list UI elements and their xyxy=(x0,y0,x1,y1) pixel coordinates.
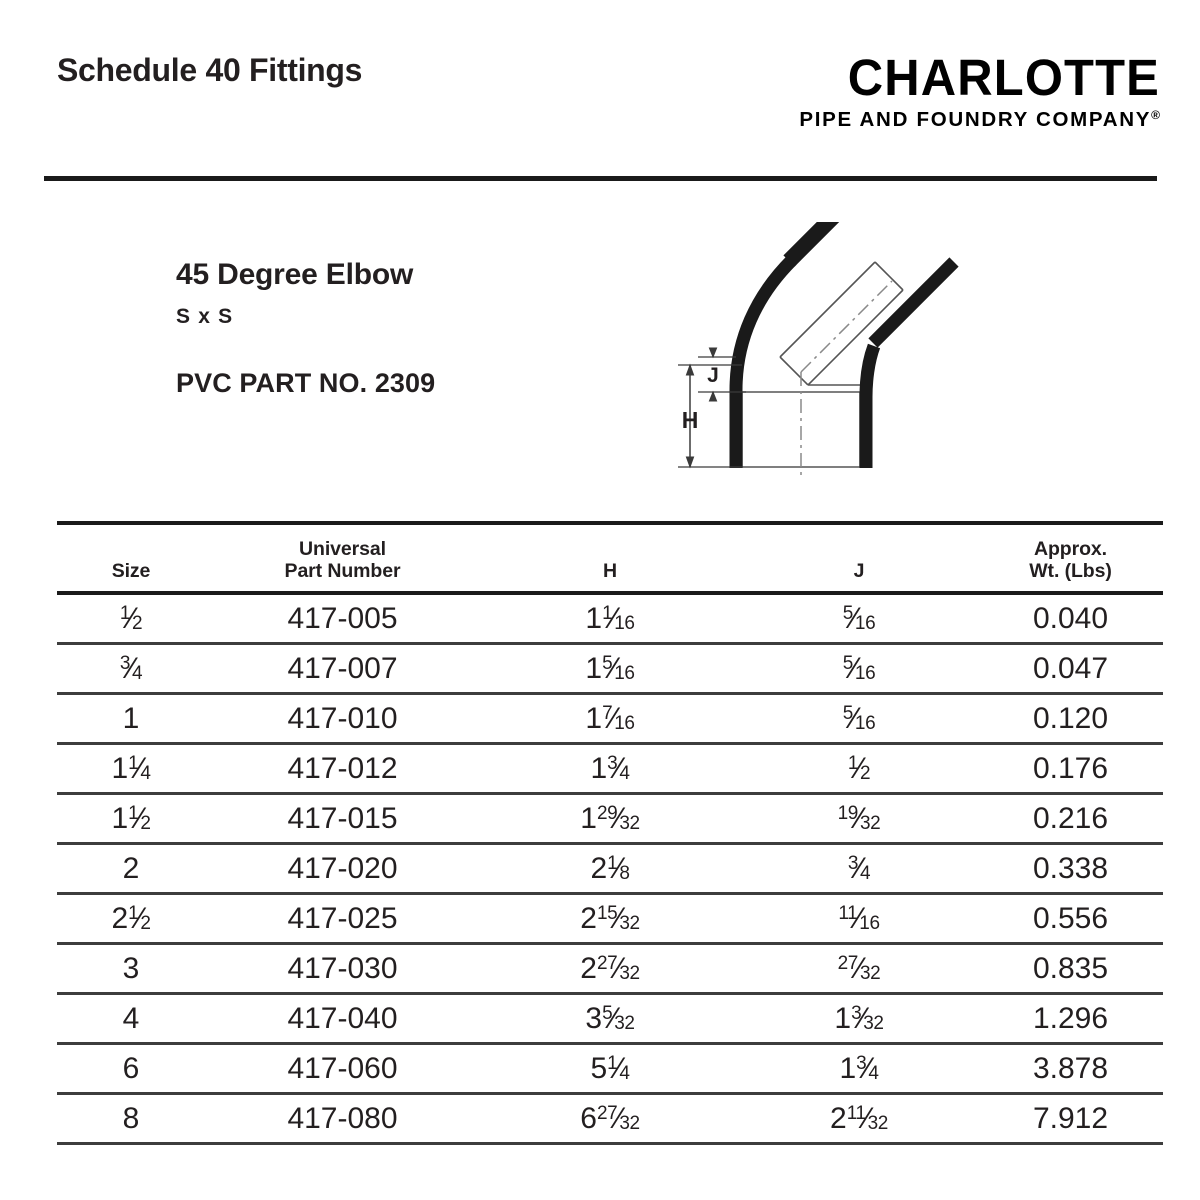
part-number-cell: 417-025 xyxy=(205,894,480,944)
product-connection-type: S x S xyxy=(176,305,234,328)
table-row xyxy=(57,1044,1163,1094)
part-number-cell: 417-005 xyxy=(205,593,480,644)
product-info-block xyxy=(176,258,596,399)
brand-tagline-text: PIPE AND FOUNDRY COMPANY xyxy=(799,107,1152,131)
page-title: Schedule 40 Fittings xyxy=(57,52,363,88)
part-number-cell: 417-030 xyxy=(205,944,480,994)
j-dimension-cell: $^5$⁄16 xyxy=(740,694,978,744)
table-body xyxy=(57,593,1163,1144)
size-cell: 2 xyxy=(57,844,205,894)
size-cell: $1^1⁄4$ xyxy=(57,744,205,794)
weight-cell: 0.120 xyxy=(978,694,1163,744)
h-dimension-cell: $1^7⁄16$ xyxy=(480,694,740,744)
table-row xyxy=(57,794,1163,844)
table-row xyxy=(57,593,1163,644)
j-dimension-cell: $1^3⁄4$ xyxy=(740,1044,978,1094)
j-dimension-cell: $1^3⁄32$ xyxy=(740,994,978,1044)
h-dimension-cell: $5^1⁄4$ xyxy=(480,1044,740,1094)
centerlines xyxy=(801,281,892,480)
j-dimension-cell: $^{27}$⁄32 xyxy=(740,944,978,994)
weight-cell: 0.338 xyxy=(978,844,1163,894)
page-header xyxy=(0,0,1200,185)
registered-trademark-icon: ® xyxy=(1151,107,1160,122)
j-dimension-cell: $^3$⁄4 xyxy=(740,844,978,894)
fitting-technical-drawing xyxy=(660,222,970,492)
column-header-h: H xyxy=(480,523,740,593)
size-cell: $2^1⁄2$ xyxy=(57,894,205,944)
j-dimension-cell: $^5$⁄16 xyxy=(740,593,978,644)
table-row xyxy=(57,694,1163,744)
table-row xyxy=(57,844,1163,894)
column-header-j: J xyxy=(740,523,978,593)
column-header-approx-weight: Approx. Wt. (Lbs) xyxy=(978,523,1163,593)
h-dimension-cell: $3^5⁄32$ xyxy=(480,994,740,1044)
j-dimension-cell: $^{11}$⁄16 xyxy=(740,894,978,944)
table-row xyxy=(57,644,1163,694)
part-number-cell: 417-080 xyxy=(205,1094,480,1144)
elbow-diagram-svg xyxy=(660,222,970,492)
part-number-cell: 417-040 xyxy=(205,994,480,1044)
h-dimension-cell: $1^{29}⁄32$ xyxy=(480,794,740,844)
table-row xyxy=(57,994,1163,1044)
fitting-wall-outline xyxy=(736,222,954,468)
h-dimension-cell: $2^{15}⁄32$ xyxy=(480,894,740,944)
dimension-j-label: J xyxy=(707,364,719,387)
weight-cell: 0.047 xyxy=(978,644,1163,694)
table-row xyxy=(57,894,1163,944)
table-header-row xyxy=(57,523,1163,593)
weight-cell: 0.835 xyxy=(978,944,1163,994)
size-cell: 6 xyxy=(57,1044,205,1094)
table-header xyxy=(57,523,1163,593)
specification-table-container xyxy=(57,521,1163,1145)
dimension-h-label: H xyxy=(681,407,699,433)
size-cell: 3 xyxy=(57,944,205,994)
column-header-size: Size xyxy=(57,523,205,593)
size-cell: $^3$⁄4 xyxy=(57,644,205,694)
charlotte-pipe-logo xyxy=(700,49,1160,132)
product-part-number: PVC PART NO. 2309 xyxy=(176,368,436,398)
part-number-cell: 417-060 xyxy=(205,1044,480,1094)
brand-tagline xyxy=(700,108,1160,132)
h-dimension-cell: $6^{27}⁄32$ xyxy=(480,1094,740,1144)
column-header-part-number: Universal Part Number xyxy=(205,523,480,593)
size-cell: $1^1⁄2$ xyxy=(57,794,205,844)
weight-cell: 3.878 xyxy=(978,1044,1163,1094)
part-number-cell: 417-020 xyxy=(205,844,480,894)
part-number-cell: 417-007 xyxy=(205,644,480,694)
table-row xyxy=(57,1094,1163,1144)
weight-cell: 0.040 xyxy=(978,593,1163,644)
weight-cell: 0.216 xyxy=(978,794,1163,844)
weight-cell: 0.176 xyxy=(978,744,1163,794)
h-dimension-cell: $1^5⁄16$ xyxy=(480,644,740,694)
size-cell: 1 xyxy=(57,694,205,744)
part-number-cell: 417-015 xyxy=(205,794,480,844)
j-dimension-cell: $2^{11}⁄32$ xyxy=(740,1094,978,1144)
part-number-cell: 417-010 xyxy=(205,694,480,744)
brand-name: CHARLOTTE xyxy=(847,49,1160,106)
header-divider-rule xyxy=(44,176,1157,181)
h-dimension-cell: $1^3⁄4$ xyxy=(480,744,740,794)
specification-table xyxy=(57,521,1163,1145)
h-dimension-cell: $2^1⁄8$ xyxy=(480,844,740,894)
j-dimension-cell: $^{19}$⁄32 xyxy=(740,794,978,844)
weight-cell: 1.296 xyxy=(978,994,1163,1044)
j-dimension-cell: $^1$⁄2 xyxy=(740,744,978,794)
h-dimension-cell: $1^1⁄16$ xyxy=(480,593,740,644)
part-number-cell: 417-012 xyxy=(205,744,480,794)
weight-cell: 7.912 xyxy=(978,1094,1163,1144)
j-dimension-cell: $^5$⁄16 xyxy=(740,644,978,694)
table-row xyxy=(57,944,1163,994)
h-dimension-cell: $2^{27}⁄32$ xyxy=(480,944,740,994)
weight-cell: 0.556 xyxy=(978,894,1163,944)
product-name: 45 Degree Elbow xyxy=(176,258,414,291)
size-cell: 8 xyxy=(57,1094,205,1144)
table-row xyxy=(57,744,1163,794)
size-cell: 4 xyxy=(57,994,205,1044)
size-cell: $^1$⁄2 xyxy=(57,593,205,644)
